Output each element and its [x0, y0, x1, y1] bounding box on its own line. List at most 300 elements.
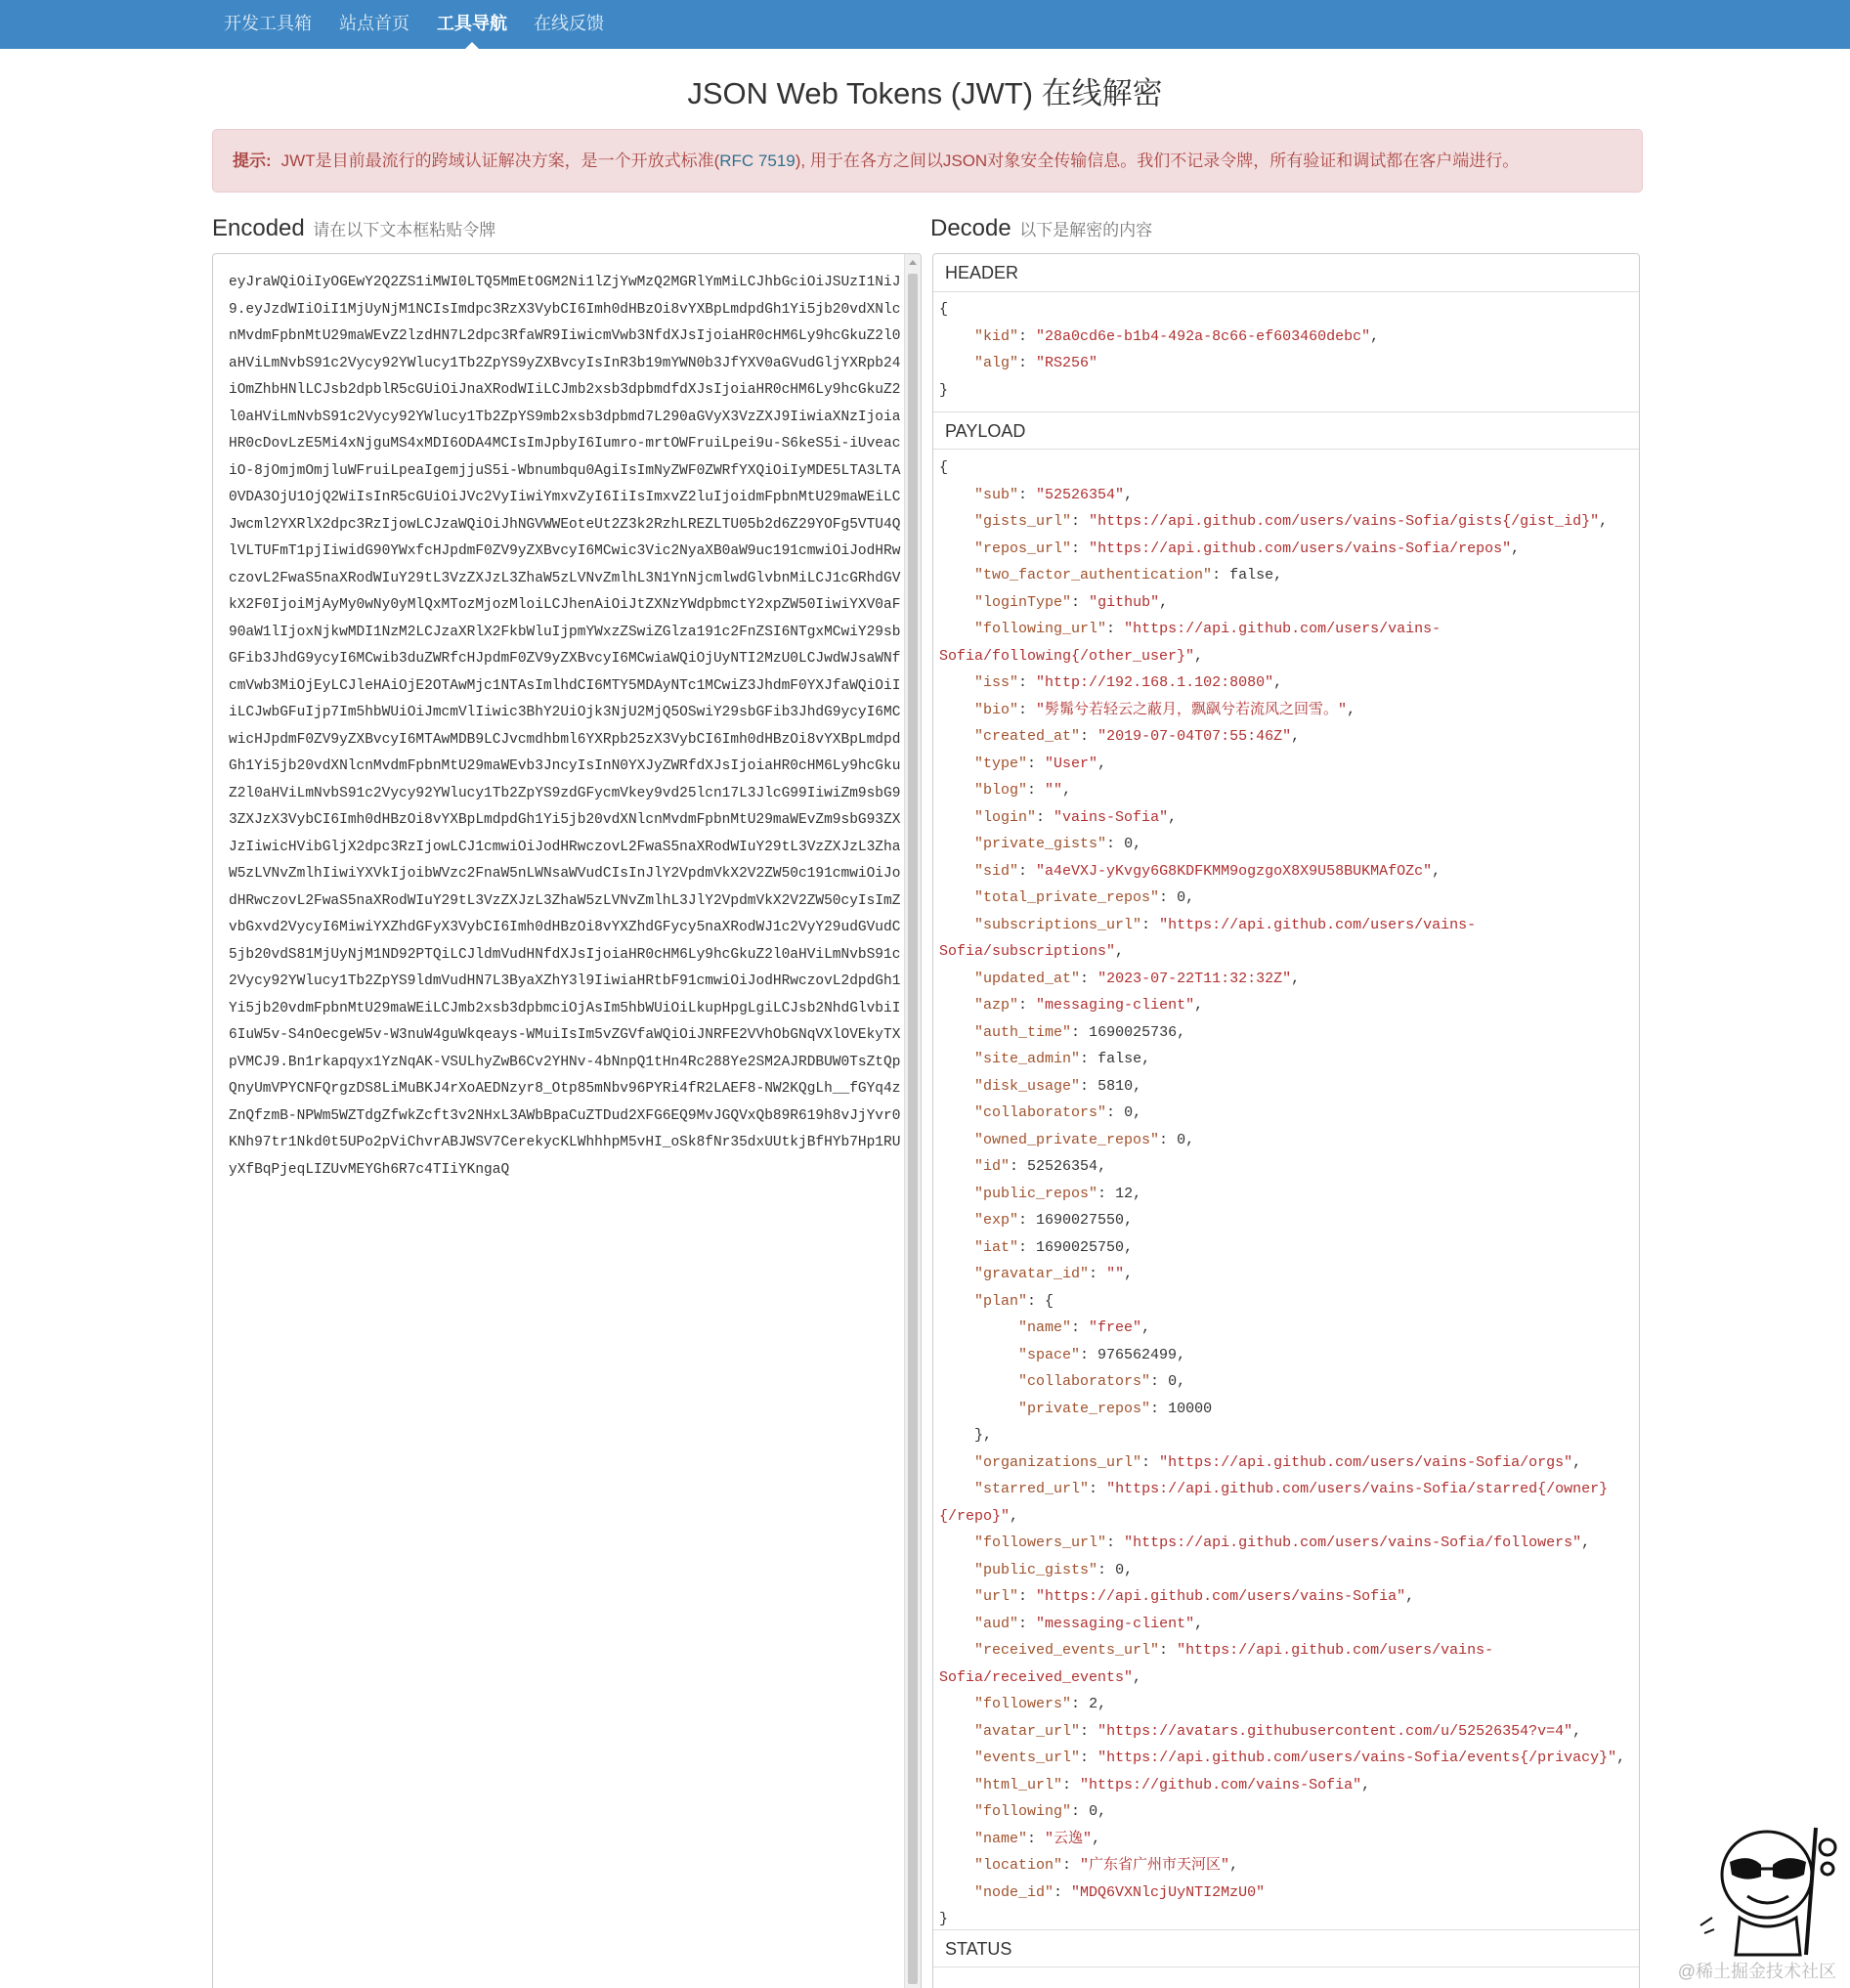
decode-heading	[930, 215, 1152, 242]
json-number: 0	[1177, 889, 1186, 906]
json-punct: :	[1106, 836, 1125, 852]
decode-heading-title: Decode	[930, 215, 1011, 241]
json-punct: ,	[1133, 1185, 1142, 1202]
json-line	[939, 804, 1635, 832]
json-key: "following"	[974, 1803, 1072, 1820]
json-key: "following_url"	[974, 621, 1107, 637]
json-line	[939, 831, 1635, 858]
json-key: "total_private_repos"	[974, 889, 1160, 906]
json-punct: :	[1018, 674, 1037, 691]
json-punct: ,	[1291, 970, 1301, 987]
json-string: "52526354"	[1036, 486, 1125, 503]
json-line	[939, 296, 1635, 324]
json-line	[939, 562, 1635, 589]
json-punct	[939, 513, 974, 530]
json-punct: :	[1018, 1588, 1037, 1605]
json-line	[939, 454, 1635, 482]
json-line	[939, 992, 1635, 1019]
json-punct: ,	[1133, 1077, 1142, 1095]
rfc-link[interactable]: RFC 7519	[719, 151, 796, 170]
json-punct: :	[1018, 1212, 1037, 1229]
json-key: "auth_time"	[974, 1023, 1072, 1041]
json-line	[939, 1611, 1635, 1638]
json-punct	[939, 355, 974, 371]
json-punct: ,	[1115, 943, 1125, 960]
json-punct: :	[1018, 1615, 1037, 1632]
payload-json	[939, 454, 1635, 1933]
json-punct: ,	[1599, 513, 1609, 530]
json-string: ""	[1106, 1266, 1125, 1282]
json-key: "location"	[974, 1857, 1063, 1874]
json-key: "updated_at"	[974, 970, 1081, 987]
json-punct: :	[1089, 1481, 1107, 1497]
json-punct: ,	[1361, 1776, 1371, 1794]
json-line	[939, 1127, 1635, 1154]
json-string: Sofia/received_events"	[939, 1668, 1134, 1686]
json-string: "https://api.github.com/users/vains-	[1177, 1642, 1494, 1659]
json-number: 5810	[1097, 1077, 1134, 1095]
json-key: "url"	[974, 1588, 1019, 1605]
json-punct: :	[1106, 621, 1125, 637]
decode-heading-hint: 以下是解密的内容	[1019, 221, 1153, 239]
json-key: "plan"	[974, 1292, 1028, 1310]
json-punct: :	[1150, 1373, 1169, 1390]
json-punct	[939, 1132, 974, 1148]
json-punct: :	[1080, 970, 1098, 987]
json-line	[939, 1476, 1635, 1503]
json-punct: :	[1080, 1051, 1098, 1067]
json-number: 0	[1089, 1803, 1098, 1820]
json-punct: ,	[1194, 647, 1204, 665]
json-punct: :	[1018, 862, 1037, 880]
json-punct: :	[1071, 1319, 1090, 1336]
json-punct	[939, 702, 974, 718]
json-punct: :	[1212, 567, 1230, 583]
json-number: 1690027550	[1036, 1212, 1125, 1229]
header-json	[939, 296, 1635, 404]
json-line	[939, 1880, 1635, 1907]
top-navbar	[0, 0, 1850, 49]
json-line	[939, 1396, 1635, 1423]
json-line	[939, 377, 1635, 405]
json-boolean: false	[1229, 567, 1274, 583]
json-punct: ,	[1124, 1212, 1134, 1229]
json-punct: ,	[1185, 889, 1195, 906]
encoded-token-text[interactable]: eyJraWQiOiIyOGEwY2Q2ZS1iMWI0LTQ5MmEtOGM2Ni1lZjYwMzQ2MGRlYmMiLCJhbGciOiJSUzI1NiJ9.eyJzdWIiOiI1MjUyNjM1NCIsImdpc3RzX3VybCI6Imh0dHBzOi8vYXBpLmdpdGh1Yi5jb20vdXNlcnMvdmFpbnMtU29maWEvZ2lzdHN7L2dpc3RfaWR9IiwicmVwb3NfdXJsIjoiaHR0cHM6Ly9hcGkuZ2l0aHViLmNvbS91c2Vycy92YWlucy1Tb2ZpYS9yZXBvcyIsInR3b19mYWN0b3JfYXV0aGVudGljYXRpb24iOmZhbHNlLCJsb2dpblR5cGUiOiJnaXRodWIiLCJmb2xsb3dpbmdfdXJsIjoiaHR0cHM6Ly9hcGkuZ2l0aHViLmNvbS91c2Vycy92YWlucy1Tb2ZpYS9mb2xsb3dpbmd7L290aGVyX3VzZXJ9IiwiaXNzIjoiaHR0cDovLzE5Mi4xNjguMS4xMDI6ODA4MCIsImJpbyI6Iumro-mrtOWFruiLpei9u-S6keS5i-iUveaciO-8jOmjmOmjluWFruiLpeaIgemjjuS5i-Wbnumbqu0AgiIsImNyZWF0ZWRfYXQiOiIyMDE5LTA3LTA0VDA3OjU1OjQ2WiIsInR5cGUiOiJVc2VyIiwiYmxvZyI6IiIsImxvZ2luIjoidmFpbnMtU29maWEiLCJwcml2YXRlX2dpc3RzIjowLCJzaWQiOiJhNGVWWEoteUt2Z3k2RzhLREZLTU05b2d6Z29YOFg5VTU4QlVLTUFmT1pjIiwidG90YWxfcHJpdmF0ZV9yZXBvcyI6MCwic3Vic2NyaXB0aW9uc191cmwiOiJodHRwczovL2FwaS5naXRodWIuY29tL3VzZXJzL3ZhaW5zLVNvZmlhL3N1YnNjcmlwdGlvbnMiLCJ1cGRhdGVkX2F0IjoiMjAyMy0wNy0yMlQxMTozMjozMloiLCJhenAiOiJtZXNzYWdpbmctY2xpZW50IiwiYXV0aF90aW1lIjoxNjkwMDI1NzM2LCJzaXRlX2FkbWluIjpmYWxzZSwiZGlza191c2FnZSI6NTgxMCwiY29sbGFib3JhdG9ycyI6MCwib3duZWRfcHJpdmF0ZV9yZXBvcyI6MCwiaWQiOjUyNTI2MzU0LCJwdWJsaWNfcmVwb3MiOjEyLCJleHAiOjE2OTAwMjc1NTAsImlhdCI6MTY5MDAyNTc1MCwiZ3JhdmF0YXJfaWQiOiIiLCJwbGFuIjp7Im5hbWUiOiJmcmVlIiwic3BhY2UiOjk3NjU2MjQ5OSwiY29sbGFib3JhdG9ycyI6MCwicHJpdmF0ZV9yZXBvcyI6MTAwMDB9LCJvcmdhbml6YXRpb25zX3VybCI6Imh0dHBzOi8vYXBpLmdpdGh1Yi5jb20vdXNlcnMvdmFpbnMtU29maWEvb3JncyIsInN0YXJyZWRfdXJsIjoiaHR0cHM6Ly9hcGkuZ2l0aHViLmNvbS91c2Vycy92YWlucy1Tb2ZpYS9zdGFycmVkey9vd25lcn17L3JlcG99IiwiZm9sbG93ZXJzX3VybCI6Imh0dHBzOi8vYXBpLmdpdGh1Yi5jb20vdXNlcnMvdmFpbnMtU29maWEvZm9sbG93ZXJzIiwicHVibGljX2dpc3RzIjowLCJ1cmwiOiJodHRwczovL2FwaS5naXRodWIuY29tL3VzZXJzL3ZhaW5zLVNvZmlhIiwiYXVkIjoibWVzc2FnaW5nLWNsaWVudCIsInJlY2VpdmVkX2V2ZW50c191cmwiOiJodHRwczovL2FwaS5naXRodWIuY29tL3VzZXJzL3ZhaW5zLVNvZmlhL3JlY2VpdmVkX2V2ZW50cyIsImZvbGxvd2VycyI6MiwiYXZhdGFyX3VybCI6Imh0dHBzOi8vYXZhdGFycy5naXRodWJ1c2VyY29udGVudC5jb20vdS81MjUyNjM1ND92PTQiLCJldmVudHNfdXJsIjoiaHR0cHM6Ly9hcGkuZ2l0aHViLmNvbS91c2Vycy92YWlucy1Tb2ZpYS9ldmVudHN7L3ByaXZhY3l9IiwiaHRtbF91cmwiOiJodHRwczovL2dpdGh1Yi5jb20vdmFpbnMtU29maWEiLCJmb2xsb3dpbmciOjAsIm5hbWUiOiLkupHpgLgiLCJsb2NhdGlvbiI6IuW5v-S4nOecgeW5v-W3nuW4guWkqeays-WMuiIsIm5vZGVfaWQiOiJNRFE2VVhObGNqVXlOVEkyTXpVMCJ9.Bn1rkapqyx1YzNqAK-VSULhyZwB6Cv2YHNv-4bNnpQ1tHn4Rc288Ye2SM2AJRDBUW0TsZtQpQnyUmVPYCNFQrgzDS8LiMuBKJ4rXoAEDNzyr8_Otp85mNbv96PYRi4fR2LAEF8-NW2KQgLh__fGYq4zZnQfzmB-NPWm5WZTdgZfwkZcft3v2NHxL3AWbBpaCuZTDud2XFG6EQ9MvJGQVxQb89R619h8vJjYvr0KNh97tr1Nkd0t5UPo2pViChvrABJWSV7CerekycKLWhhhpM5vHI_oSk8fNr35dxUUtkjBfHYb7Hp1RUyXfBqPjeqLIZUvMEYGh6R7c4TIiYKngaQ	[229, 275, 901, 1178]
json-number: 0	[1124, 836, 1134, 852]
json-string: "https://github.com/vains-Sofia"	[1080, 1776, 1362, 1794]
json-line	[939, 885, 1635, 912]
json-punct: :	[1018, 701, 1037, 718]
json-punct: :	[1080, 1346, 1098, 1363]
json-punct	[939, 1562, 974, 1578]
json-line	[939, 723, 1635, 751]
alert-text-after: ), 用于在各方之间以JSON对象安全传输信息。我们不记录令牌，所有验证和调试都在客户端进行。	[795, 151, 1520, 170]
json-punct	[939, 1803, 974, 1820]
json-key: "public_gists"	[974, 1561, 1098, 1578]
json-punct: :	[1080, 1722, 1098, 1740]
json-key: "owned_private_repos"	[974, 1131, 1160, 1148]
json-key: "starred_url"	[974, 1481, 1090, 1497]
json-punct	[939, 1078, 974, 1095]
nav-item-devtools[interactable]: 开发工具箱	[224, 14, 312, 33]
json-line	[939, 1745, 1635, 1772]
nav-item-feedback[interactable]: 在线反馈	[534, 14, 604, 33]
json-key: "blog"	[974, 782, 1028, 799]
json-line	[939, 1718, 1635, 1746]
json-punct: :	[1106, 1534, 1125, 1551]
json-key: "html_url"	[974, 1776, 1063, 1794]
json-punct: :	[1080, 728, 1098, 745]
json-line	[939, 1234, 1635, 1262]
json-string: Sofia/following{/other_user}"	[939, 647, 1195, 665]
json-punct: :	[1018, 355, 1037, 371]
json-key: "private_gists"	[974, 836, 1107, 852]
mascot-illustration	[1691, 1808, 1850, 1965]
json-punct	[939, 917, 974, 933]
json-key: "bio"	[974, 701, 1019, 718]
json-punct	[939, 1777, 974, 1794]
json-punct: ,	[1616, 1750, 1626, 1766]
json-punct: },	[939, 1427, 993, 1444]
json-string: "广东省广州市天河区"	[1080, 1857, 1230, 1874]
json-string: "https://api.github.com/users/vains-Sofia/followers"	[1124, 1534, 1582, 1551]
json-key: "login"	[974, 808, 1037, 826]
json-string: Sofia/subscriptions"	[939, 943, 1116, 960]
json-punct: :	[1071, 1803, 1090, 1820]
json-punct: ,	[1168, 808, 1178, 826]
json-punct: ,	[1097, 1696, 1107, 1712]
json-line	[939, 1772, 1635, 1799]
info-alert	[212, 129, 1643, 193]
json-string: "a4eVXJ-yKvgy6G8KDFKMM9ogzgoX8X9U58BUKMAfOZc"	[1036, 862, 1433, 880]
json-punct	[939, 836, 974, 852]
json-line	[939, 1368, 1635, 1396]
json-punct: }	[939, 381, 949, 399]
json-line	[939, 1557, 1635, 1584]
json-line	[939, 643, 1635, 670]
json-string: "https://api.github.com/users/vains-Sofia/gists{/gist_id}"	[1089, 513, 1600, 530]
json-punct: ,	[1133, 836, 1142, 852]
json-key: "id"	[974, 1158, 1011, 1175]
json-punct: :	[1027, 1830, 1046, 1847]
json-string: "https://api.github.com/users/vains-	[1159, 916, 1477, 933]
page-title: JSON Web Tokens (JWT) 在线解密	[687, 76, 1163, 110]
json-key: "events_url"	[974, 1750, 1081, 1766]
json-number: 1690025750	[1036, 1238, 1125, 1256]
json-punct	[939, 1723, 974, 1740]
json-punct	[939, 674, 974, 691]
json-line	[939, 697, 1635, 724]
json-punct	[939, 1884, 974, 1901]
json-line	[939, 350, 1635, 377]
json-line	[939, 1637, 1635, 1664]
json-number: 12	[1115, 1185, 1134, 1202]
json-key: "public_repos"	[974, 1185, 1098, 1202]
json-punct: :	[1159, 889, 1178, 906]
json-punct	[939, 782, 974, 799]
json-punct	[939, 1212, 974, 1229]
json-string: {/repo}"	[939, 1507, 1011, 1525]
json-punct	[939, 1104, 974, 1121]
json-line	[939, 1315, 1635, 1342]
json-key: "followers_url"	[974, 1534, 1107, 1551]
json-line	[939, 324, 1635, 351]
json-key: "iss"	[974, 674, 1019, 691]
json-punct: ,	[1291, 728, 1301, 745]
json-punct	[939, 1401, 1018, 1417]
json-punct: :	[1089, 1266, 1107, 1282]
json-punct: ,	[1194, 1615, 1204, 1632]
json-punct: :	[1080, 1750, 1098, 1766]
json-punct	[939, 971, 974, 987]
json-line	[939, 616, 1635, 643]
json-punct: ,	[1177, 1346, 1186, 1363]
json-line	[939, 1449, 1635, 1477]
json-punct	[939, 1857, 974, 1874]
json-punct	[939, 1239, 974, 1256]
encoded-scrollbar[interactable]	[904, 254, 921, 1988]
encoded-heading-hint: 请在以下文本框粘贴令牌	[313, 221, 496, 239]
json-punct: ,	[1432, 862, 1441, 880]
json-punct	[939, 1454, 974, 1471]
json-string: "messaging-client"	[1036, 1615, 1195, 1632]
json-punct	[939, 1696, 974, 1712]
json-punct	[939, 728, 974, 745]
json-punct: :	[1036, 808, 1054, 826]
json-punct	[939, 1534, 974, 1551]
json-key: "aud"	[974, 1615, 1019, 1632]
json-string: "http://192.168.1.102:8080"	[1036, 674, 1274, 691]
json-punct: :	[1062, 1776, 1081, 1794]
json-line	[939, 589, 1635, 617]
json-punct: :	[1062, 1857, 1081, 1874]
json-punct: :	[1080, 1077, 1098, 1095]
encoded-heading-title: Encoded	[212, 215, 305, 241]
json-punct: ,	[1405, 1588, 1415, 1605]
json-key: "gists_url"	[974, 513, 1072, 530]
json-punct	[939, 1319, 1018, 1336]
json-punct: ,	[1194, 997, 1204, 1014]
json-line	[939, 1153, 1635, 1181]
json-punct: ,	[1124, 486, 1134, 503]
json-line	[939, 751, 1635, 778]
json-line	[939, 1530, 1635, 1557]
encoded-heading	[212, 215, 495, 242]
json-key: "name"	[974, 1830, 1028, 1847]
json-punct: ,	[1347, 701, 1356, 718]
json-string: "User"	[1045, 755, 1098, 772]
json-punct: ,	[1141, 1051, 1151, 1067]
json-punct: ,	[1229, 1857, 1239, 1874]
json-punct: :	[1018, 327, 1037, 345]
json-key: "collaborators"	[1018, 1373, 1151, 1390]
json-punct: ,	[1185, 1131, 1195, 1148]
json-string: "messaging-client"	[1036, 997, 1195, 1014]
status-section-title: STATUS	[933, 1929, 1639, 1967]
json-punct	[939, 1481, 974, 1497]
json-string: "髣髴兮若轻云之蔽月，飘飖兮若流风之回雪。"	[1036, 701, 1348, 718]
json-string: "https://avatars.githubusercontent.com/u/52526354?v=4"	[1097, 1722, 1573, 1740]
json-number: 0	[1177, 1131, 1186, 1148]
json-punct: :	[1071, 540, 1090, 557]
json-punct	[939, 1293, 974, 1310]
json-punct: :	[1141, 916, 1160, 933]
json-punct: :	[1071, 593, 1090, 611]
json-punct: ,	[1177, 1373, 1186, 1390]
json-punct	[939, 567, 974, 583]
json-punct	[939, 1266, 974, 1282]
json-key: "exp"	[974, 1212, 1019, 1229]
json-key: "iat"	[974, 1238, 1019, 1256]
json-line	[939, 1100, 1635, 1127]
json-key: "sid"	[974, 862, 1019, 880]
scroll-up-arrow-icon[interactable]	[909, 260, 917, 265]
json-punct: ,	[1141, 1319, 1151, 1336]
json-boolean: false	[1097, 1051, 1142, 1067]
json-punct	[939, 889, 974, 906]
json-string: "https://api.github.com/users/vains-Sofia/repos"	[1089, 540, 1512, 557]
json-string: "28a0cd6e-b1b4-492a-8c66-ef603460debc"	[1036, 327, 1371, 345]
json-string: "https://api.github.com/users/vains-Sofia/orgs"	[1159, 1453, 1573, 1471]
decode-panel	[932, 253, 1640, 1988]
scroll-thumb[interactable]	[908, 274, 918, 1984]
alert-label: 提示:	[233, 151, 272, 170]
json-line	[939, 1583, 1635, 1611]
payload-section-title: PAYLOAD	[933, 411, 1639, 450]
json-line	[939, 508, 1635, 536]
json-punct: ,	[1124, 1561, 1134, 1578]
json-punct	[939, 1186, 974, 1202]
json-line	[939, 966, 1635, 993]
json-key: "received_events_url"	[974, 1642, 1160, 1659]
json-punct: ,	[1581, 1534, 1591, 1551]
json-key: "repos_url"	[974, 540, 1072, 557]
json-string: "free"	[1089, 1319, 1142, 1336]
json-punct: :	[1071, 1696, 1090, 1712]
json-number: 976562499	[1097, 1346, 1178, 1363]
json-punct: ,	[1572, 1453, 1582, 1471]
json-key: "site_admin"	[974, 1051, 1081, 1067]
json-punct: {	[939, 301, 949, 318]
json-line	[939, 1261, 1635, 1288]
json-key: "gravatar_id"	[974, 1266, 1090, 1282]
json-key: "disk_usage"	[974, 1077, 1081, 1095]
json-string: "2023-07-22T11:32:32Z"	[1097, 970, 1292, 987]
site-watermark: @稀土掘金技术社区	[1677, 1962, 1836, 1981]
json-line	[939, 1073, 1635, 1101]
json-punct	[939, 487, 974, 503]
nav-item-home[interactable]: 站点首页	[339, 14, 409, 33]
json-punct	[939, 1831, 974, 1847]
json-key: "name"	[1018, 1319, 1072, 1336]
json-punct	[939, 863, 974, 880]
json-punct	[939, 594, 974, 611]
json-punct: :	[1150, 1400, 1169, 1417]
json-string: "https://api.github.com/users/vains-Sofia/events{/privacy}"	[1097, 1750, 1617, 1766]
json-key: "sub"	[974, 486, 1019, 503]
json-line	[939, 858, 1635, 886]
json-punct: ,	[1097, 755, 1107, 772]
json-punct: :	[1141, 1453, 1160, 1471]
json-punct: :	[1027, 782, 1046, 799]
json-punct	[939, 1642, 974, 1659]
json-punct: ,	[1159, 593, 1169, 611]
json-punct: :	[1071, 513, 1090, 530]
json-punct: :	[1018, 997, 1037, 1014]
json-punct: ,	[1097, 1803, 1107, 1820]
json-line	[939, 938, 1635, 966]
json-punct: : {	[1027, 1292, 1054, 1310]
nav-item-tools-nav[interactable]	[437, 0, 507, 49]
json-punct: :	[1054, 1883, 1072, 1901]
json-punct: ,	[1092, 1830, 1101, 1847]
json-punct	[939, 1051, 974, 1067]
json-punct: ,	[1124, 1238, 1134, 1256]
nav-item-tools-nav-label: 工具导航	[437, 14, 507, 33]
json-line	[939, 482, 1635, 509]
json-key: "subscriptions_url"	[974, 916, 1142, 933]
encoded-token-textarea[interactable]	[212, 253, 922, 1988]
json-line	[939, 1503, 1635, 1531]
json-punct: ,	[1133, 1668, 1142, 1686]
json-punct	[939, 540, 974, 557]
json-punct: :	[1018, 1238, 1037, 1256]
json-line	[939, 536, 1635, 563]
json-line	[939, 912, 1635, 939]
json-key: "kid"	[974, 327, 1019, 345]
json-punct: :	[1159, 1131, 1178, 1148]
json-line	[939, 777, 1635, 804]
json-key: "created_at"	[974, 728, 1081, 745]
json-line	[939, 1852, 1635, 1880]
json-number: 1690025736	[1089, 1023, 1178, 1041]
json-punct	[939, 756, 974, 772]
json-punct: ,	[1177, 1023, 1186, 1041]
json-punct: ,	[1097, 1158, 1107, 1175]
json-key: "two_factor_authentication"	[974, 567, 1213, 583]
json-punct: {	[939, 459, 949, 476]
json-punct: ,	[1273, 567, 1283, 583]
json-key: "organizations_url"	[974, 1453, 1142, 1471]
json-punct: ,	[1062, 782, 1072, 799]
json-punct	[939, 1158, 974, 1175]
json-punct: :	[1027, 755, 1046, 772]
json-key: "loginType"	[974, 593, 1072, 611]
json-number: 0	[1124, 1104, 1134, 1121]
json-line	[939, 1207, 1635, 1234]
json-punct	[939, 1024, 974, 1041]
json-line	[939, 1664, 1635, 1692]
json-string: "https://api.github.com/users/vains-Sofia"	[1036, 1588, 1406, 1605]
json-punct: :	[1097, 1561, 1116, 1578]
json-punct	[939, 997, 974, 1014]
header-section-title: HEADER	[933, 254, 1639, 292]
json-line	[939, 1181, 1635, 1208]
json-line	[939, 670, 1635, 697]
json-punct: ,	[1572, 1722, 1582, 1740]
json-punct	[939, 1347, 1018, 1363]
active-caret-icon	[465, 42, 479, 49]
json-number: 10000	[1168, 1400, 1213, 1417]
json-key: "followers"	[974, 1696, 1072, 1712]
json-string: "https://api.github.com/users/vains-Sofia/starred{/owner}	[1106, 1481, 1609, 1497]
json-punct: :	[1097, 1185, 1116, 1202]
json-punct	[939, 809, 974, 826]
json-punct: ,	[1370, 327, 1380, 345]
json-key: "type"	[974, 755, 1028, 772]
json-line	[939, 1826, 1635, 1853]
